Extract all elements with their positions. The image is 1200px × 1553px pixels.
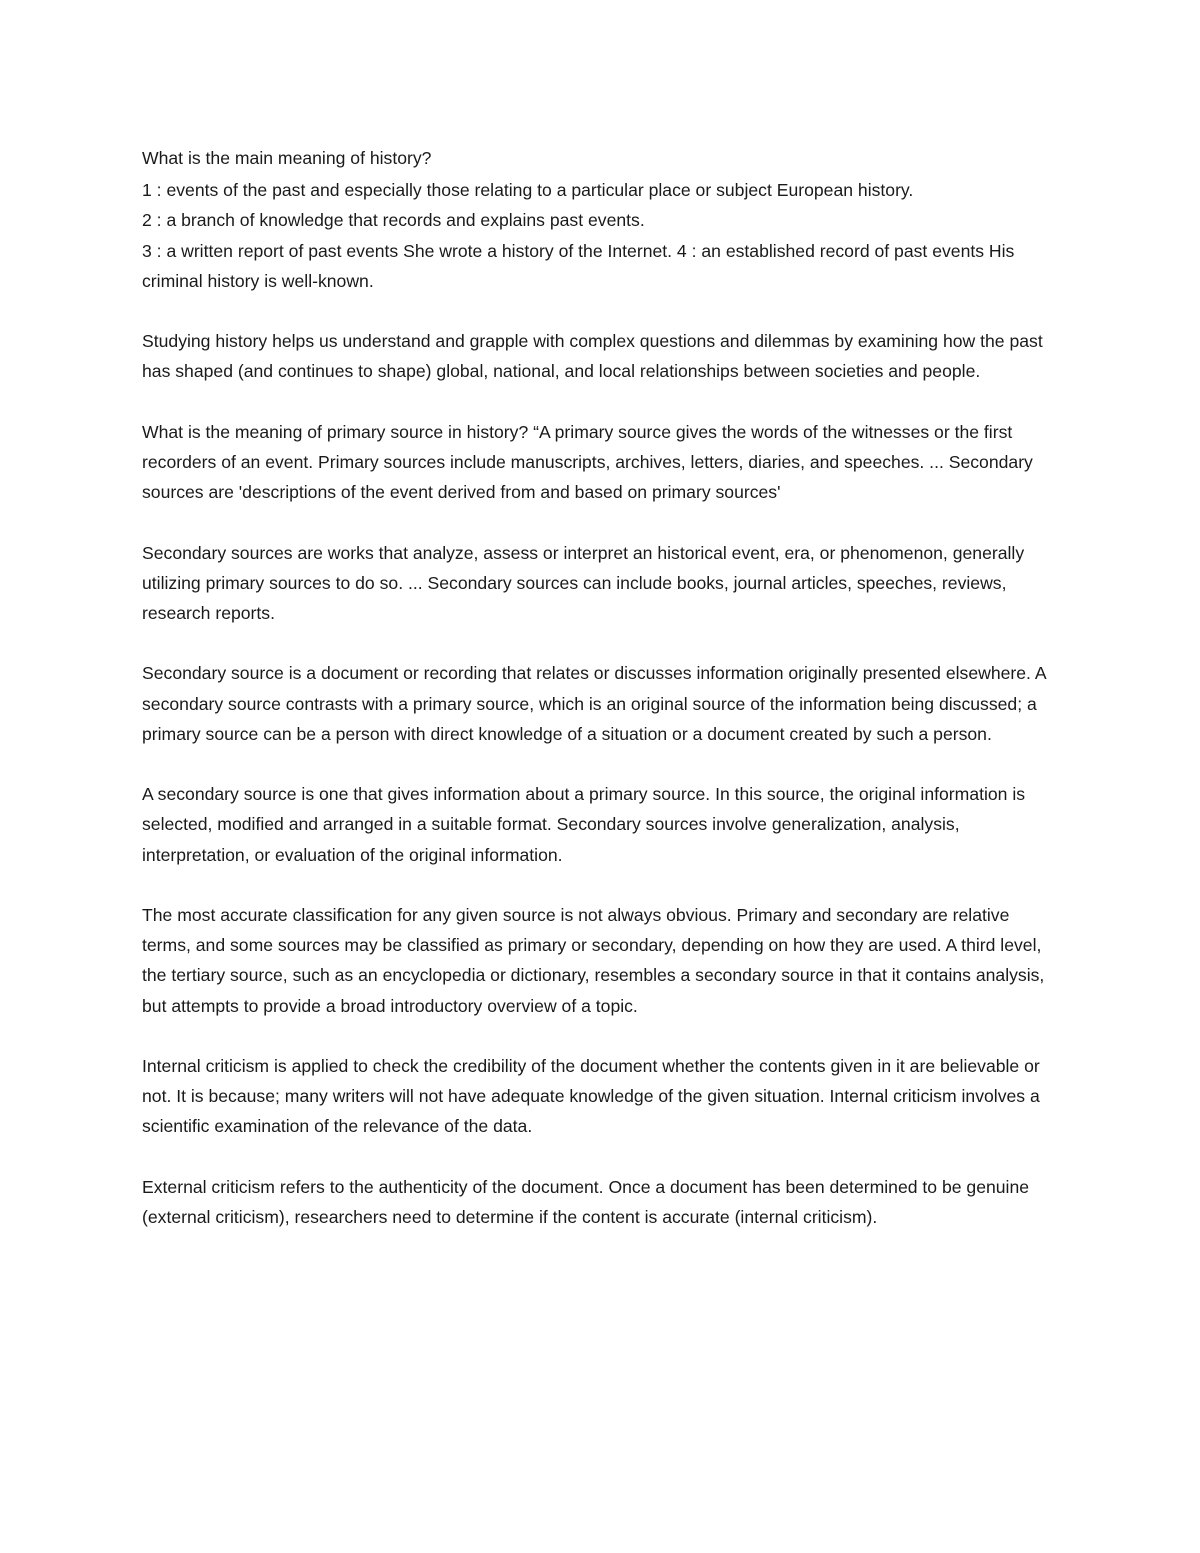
paragraph-primary-source: What is the meaning of primary source in history? “A primary source gives the words of the witnesses or the first recorders of an event. Primary sources include manuscripts, archives, letters, diaries, and speeches. ... Secondary sources are 'descriptions of the event derived from and based on primary sources' <box>142 421 1033 503</box>
paragraph-studying-history: Studying history helps us understand and grapple with complex questions and dilemmas by examining how the past has shaped (and continues to shape) global, national, and local relationships between societies and people. <box>142 331 1043 382</box>
paragraph-internal-criticism: Internal criticism is applied to check the credibility of the document whether the contents given in it are believable or not. It is because; many writers will not have adequate knowledge of the given situation. Internal criticism involves a scientific examination of the relevance of the data. <box>142 1055 1040 1137</box>
paragraph-classification: The most accurate classification for any given source is not always obvious. Primary and secondary are relative terms, and some sources may be classified as primary or secondary, depending on how they are used. A third level, the tertiary source, such as an encyclopedia or dictionary, resembles a secondary source in that it contains analysis, but attempts to provide a broad introductory overview of a topic. <box>142 904 1045 1016</box>
paragraph-external-criticism: External criticism refers to the authenticity of the document. Once a document has been determined to be genuine (external criticism), researchers need to determine if the content is accurate (internal criticism). <box>142 1176 1030 1227</box>
paragraph-secondary-source-information: A secondary source is one that gives information about a primary source. In this source, the original information is selected, modified and arranged in a suitable format. Secondary sources involve generalization, analysis, interpretation, or evaluation of the original information. <box>142 784 1026 865</box>
document-body <box>142 143 1057 1262</box>
paragraph-secondary-source-document: Secondary source is a document or recording that relates or discusses information originally presented elsewhere. A secondary source contrasts with a primary source, which is an original source of the information being discussed; a primary source can be a person with direct knowledge of a situation or a document created by such a person. <box>142 663 1046 744</box>
question-heading: What is the main meaning of history? <box>142 148 432 168</box>
definition-3-4: 3 : a written report of past events She wrote a history of the Internet. 4 : an established record of past events His criminal history is well-known. <box>142 240 1015 291</box>
paragraph-secondary-sources-works: Secondary sources are works that analyze, assess or interpret an historical event, era, or phenomenon, generally utilizing primary sources to do so. ... Secondary sources can include books, journal articles, speeches, reviews, research reports. <box>142 542 1025 623</box>
definition-2: 2 : a branch of knowledge that records and explains past events. <box>142 210 645 231</box>
definitions-list <box>142 175 1057 296</box>
definition-1: 1 : events of the past and especially those relating to a particular place or subject European history. <box>142 180 914 201</box>
